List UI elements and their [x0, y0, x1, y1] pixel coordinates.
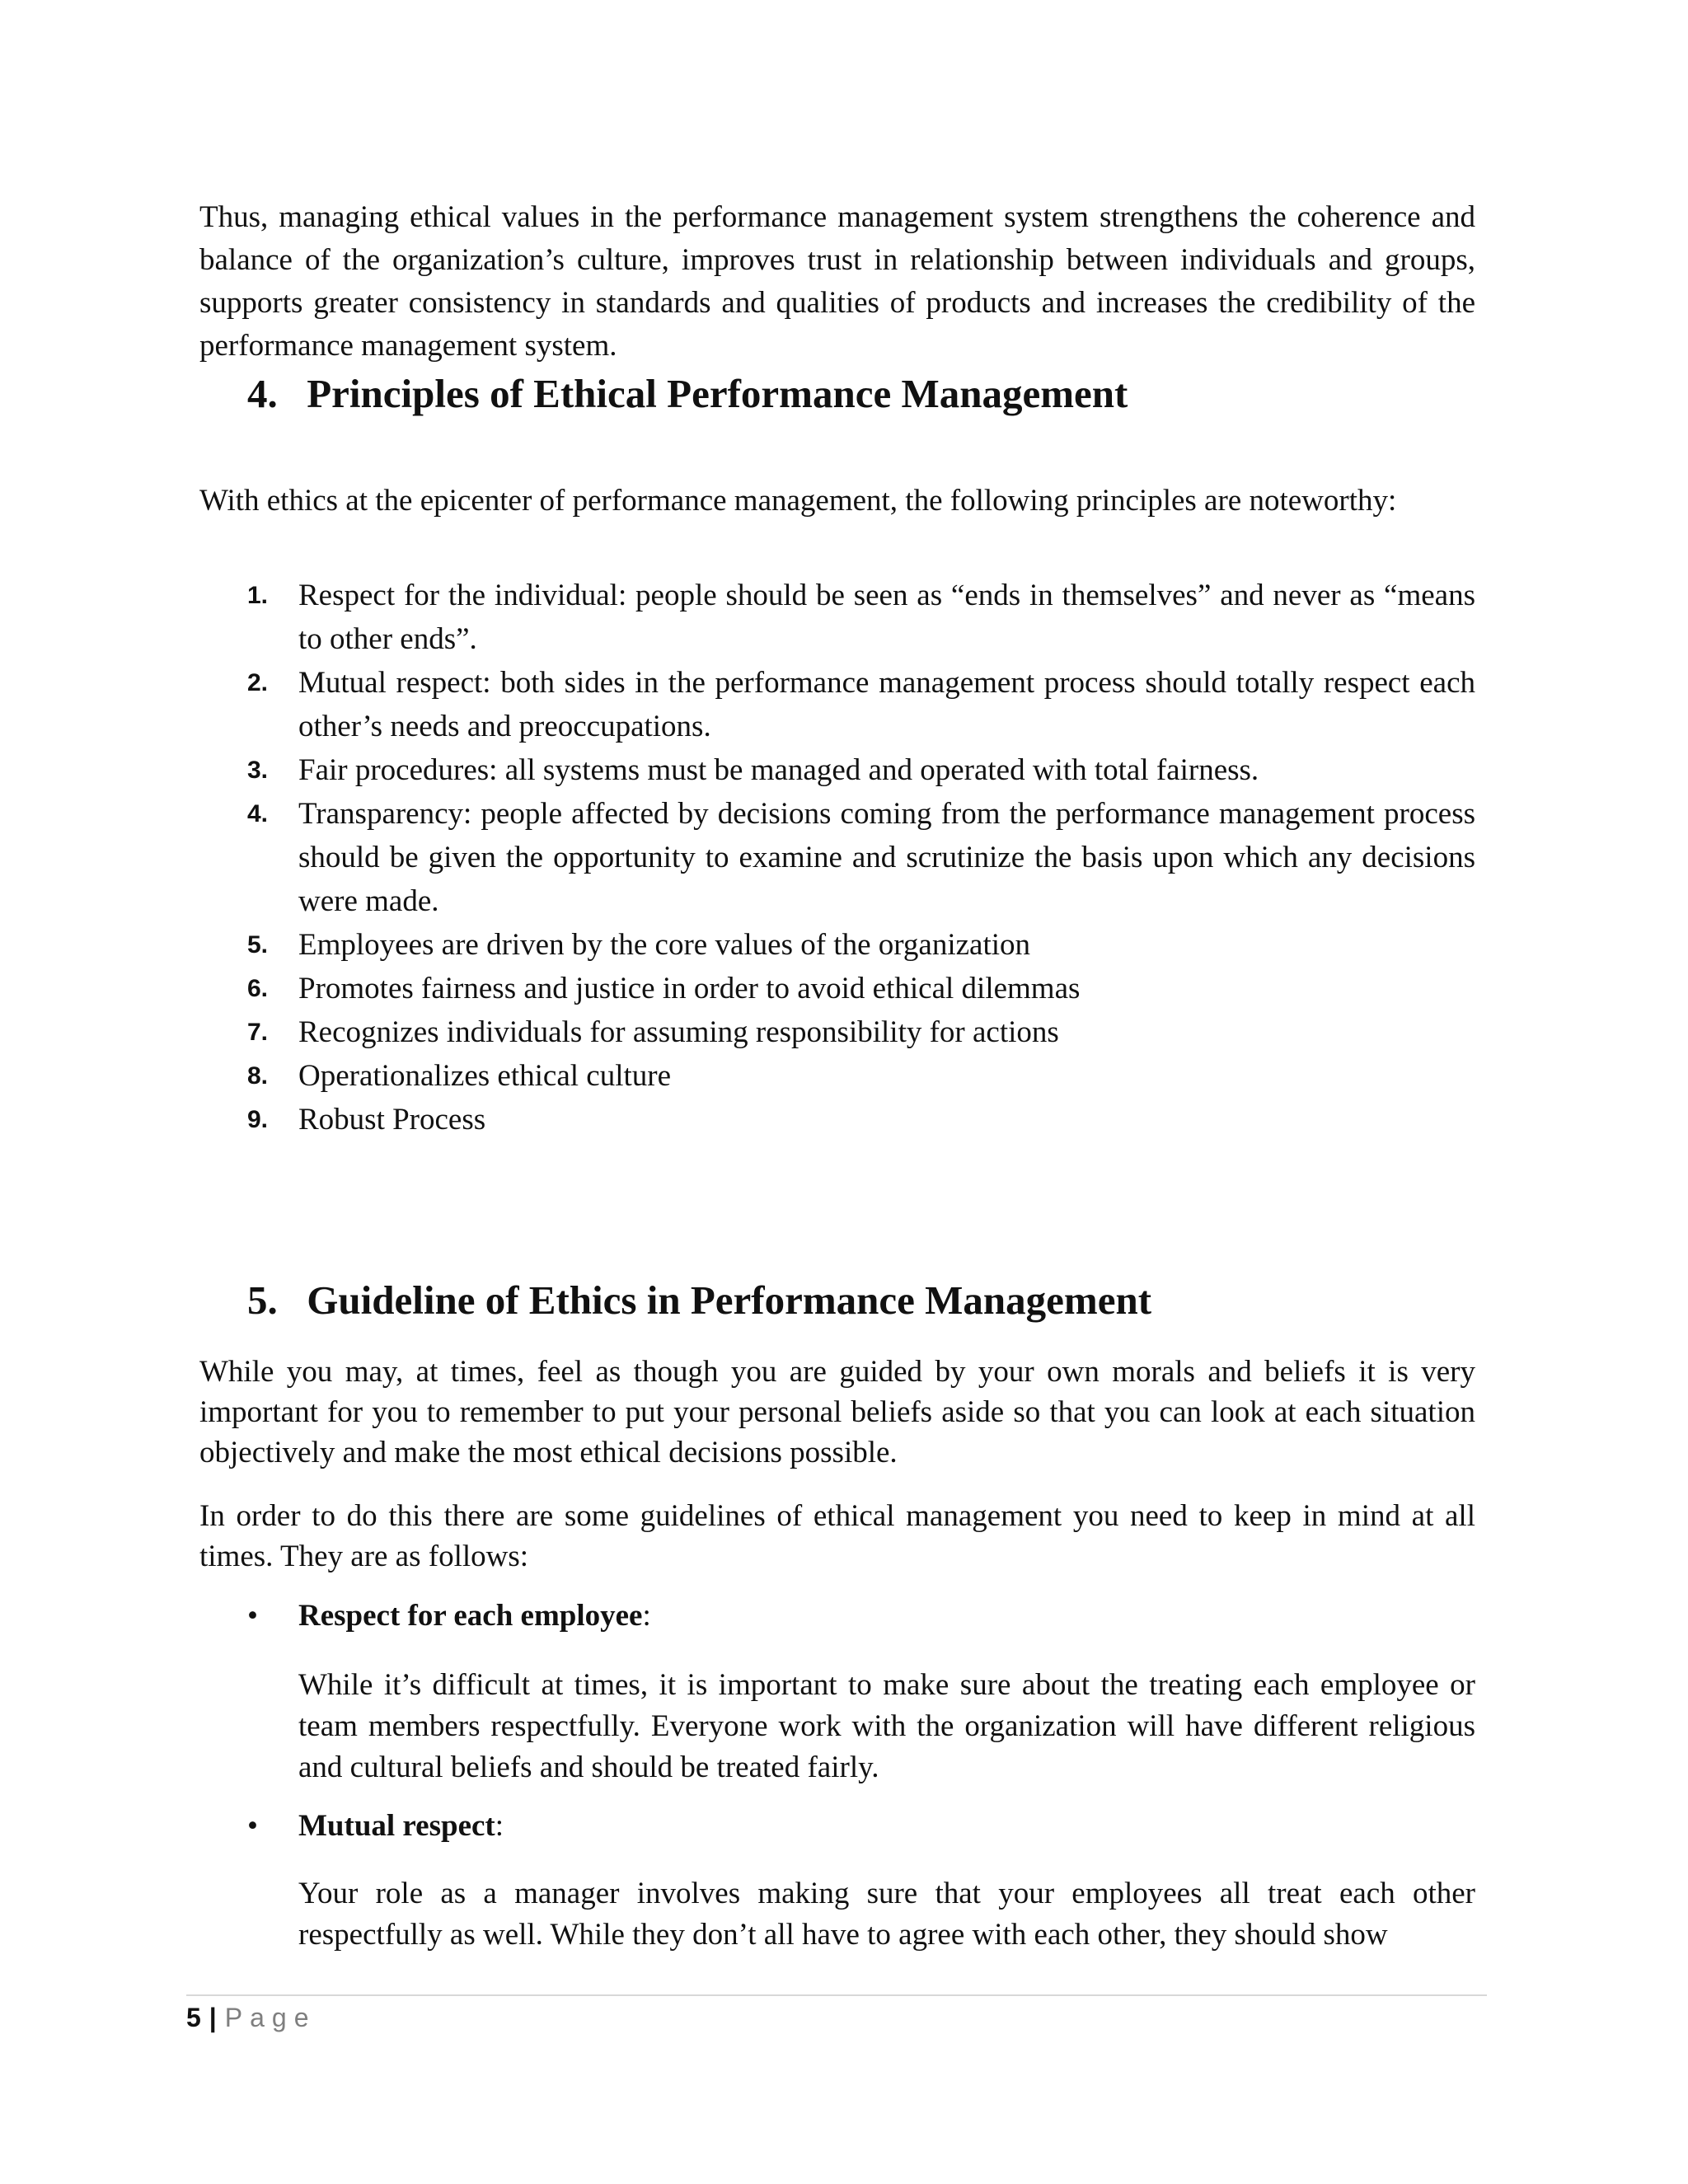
- list-item: [247, 923, 1475, 967]
- section-5-number: 5.: [247, 1277, 278, 1323]
- list-item: [247, 661, 1475, 748]
- bullet-suffix: :: [495, 1809, 504, 1843]
- list-item-number: 2.: [247, 669, 269, 696]
- list-item: [247, 1010, 1475, 1054]
- list-item-number: 8.: [247, 1062, 269, 1090]
- list-item-text: Mutual respect: both sides in the performance management process should totally respect each other’s needs and preoccupations.: [298, 666, 1475, 743]
- list-item: [247, 574, 1475, 661]
- list-item-number: 6.: [247, 975, 269, 1002]
- list-item-number: 4.: [247, 800, 269, 827]
- section-4-title: Principles of Ethical Performance Management: [307, 371, 1128, 416]
- list-item: [247, 1054, 1475, 1098]
- bullet-suffix: :: [642, 1599, 651, 1633]
- list-item-number: 1.: [247, 582, 269, 609]
- section-4-lead: With ethics at the epicenter of performance management, the following principles are noteworthy:: [199, 484, 1397, 518]
- list-item-text: Transparency: people affected by decisions coming from the performance management process should be given the opportunity to examine and scrutinize the basis upon which any decisions were made.: [298, 797, 1475, 918]
- list-item-number: 9.: [247, 1106, 269, 1133]
- section-4-heading: [247, 369, 1128, 419]
- footer-divider: [186, 1994, 1487, 1996]
- list-item-text: Fair procedures: all systems must be managed and operated with total fairness.: [298, 753, 1259, 787]
- section-5-paragraph-1: While you may, at times, feel as though you are guided by your own morals and beliefs it is very important for you to remember to put your personal beliefs aside so that you can look at each situation objectively and make the most ethical decisions possible.: [199, 1355, 1475, 1469]
- footer-separator: |: [209, 2003, 217, 2032]
- section-5-paragraph-2: In order to do this there are some guidelines of ethical management you need to keep in mind at all times. They are as follows:: [199, 1499, 1475, 1573]
- section-5-title: Guideline of Ethics in Performance Management: [307, 1277, 1152, 1323]
- list-item-number: 5.: [247, 931, 269, 958]
- list-item: [247, 792, 1475, 923]
- bullet-body: Your role as a manager involves making sure that your employees all treat each other respectfully as well. While they don’t all have to agree with each other, they should show: [298, 1877, 1475, 1952]
- bullet-body: While it’s difficult at times, it is important to make sure about the treating each employee or team members respectfully. Everyone work with the organization will have different religious and cultural beliefs and should be treated fairly.: [298, 1668, 1475, 1784]
- page-label: Page: [224, 2003, 316, 2032]
- bullet-icon: •: [247, 1809, 258, 1843]
- list-item-text: Robust Process: [298, 1103, 486, 1137]
- section-5-heading: [247, 1276, 1151, 1325]
- list-item: [247, 748, 1475, 792]
- list-item-text: Recognizes individuals for assuming responsibility for actions: [298, 1015, 1059, 1049]
- list-item: [247, 967, 1475, 1010]
- page-footer: [186, 1999, 316, 2036]
- bullet-label: Respect for each employee: [298, 1599, 643, 1633]
- list-item-number: 7.: [247, 1019, 269, 1046]
- list-item-text: Respect for the individual: people should be seen as “ends in themselves” and never as “means to other ends”.: [298, 579, 1475, 656]
- section-4-number: 4.: [247, 371, 278, 416]
- bullet-label: Mutual respect: [298, 1809, 495, 1843]
- list-item-text: Promotes fairness and justice in order to avoid ethical dilemmas: [298, 972, 1081, 1005]
- list-item-text: Operationalizes ethical culture: [298, 1059, 672, 1093]
- bullet-icon: •: [247, 1599, 258, 1633]
- list-item: [247, 1098, 1475, 1141]
- intro-paragraph: Thus, managing ethical values in the performance management system strengthens the coherence and balance of the organization’s culture, improves trust in relationship between individuals and groups, supports greater consistency in standards and qualities of products and increases the credibility of the performance management system.: [199, 200, 1475, 363]
- principles-list: [247, 574, 1475, 1141]
- list-item-number: 3.: [247, 757, 269, 784]
- page-number: 5: [186, 2003, 201, 2032]
- list-item-text: Employees are driven by the core values of the organization: [298, 928, 1031, 962]
